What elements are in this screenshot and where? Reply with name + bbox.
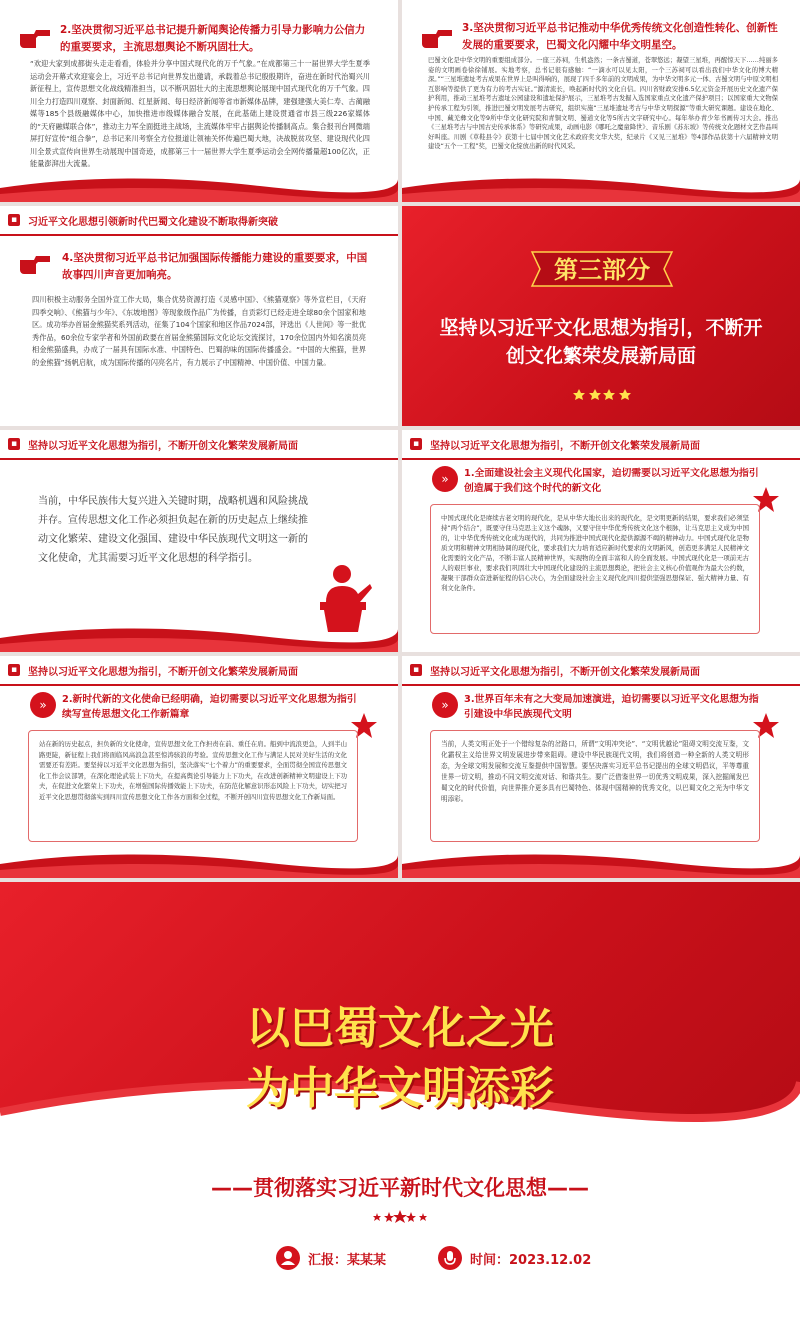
chevron-right-icon: » bbox=[432, 466, 458, 492]
point-heading bbox=[30, 692, 360, 722]
slide-header bbox=[402, 430, 800, 460]
slide-bashu-culture bbox=[402, 0, 800, 202]
slide-intro-mission bbox=[0, 430, 398, 652]
slide-title: 3.坚决贯彻习近平总书记推动中华优秀传统文化创造性转化、创新性发展的重要要求，巴蜀文化闪耀中华文明星空。 bbox=[462, 22, 778, 51]
red-wave-decoration bbox=[0, 160, 398, 202]
slide-international-communication bbox=[0, 206, 398, 426]
time-info bbox=[438, 1246, 591, 1270]
slide-new-culture bbox=[402, 430, 800, 652]
slide-new-chapter bbox=[0, 656, 398, 878]
point-title: 3.世界百年未有之大变局加速演进，迫切需要以习近平文化思想为指引建设中华民族现代文明 bbox=[464, 694, 759, 720]
section-divider-part3 bbox=[402, 206, 800, 426]
slide-body: 四川积极主动服务全国外宣工作大局，集合优势资源打造《灵感中国》、《熊猫观察》等外宣栏目，《天府四季交响》、《熊猫与少年》、《东坡地图》等现象级作品广为传播，自贡彩灯已经走进全球80余个国家和地区。成功举办首届金熊猫奖系列活动，征集了104个国家和地区作品7024部，评选出《人世间》等一批优秀作品，60余位专家学者和外国前政要在首届金熊猫国际文化论坛交流探讨，170余位国内外知名演员亮相金熊猫盛典，办成了一届具有国际水准、中国特色、巴蜀韵味的国际传播盛会。“中国的大熊猫，世界的金熊猫”扬帆启航，成为国际传播的闪亮名片，有力展示了中国精神、中国价值、中国力量。 bbox=[32, 295, 366, 367]
point-heading bbox=[432, 466, 762, 496]
content-frame bbox=[430, 504, 760, 634]
time-label: 时间：2023.12.02 bbox=[470, 1252, 592, 1268]
stars-decoration bbox=[572, 388, 632, 402]
slide-body: 当前，中华民族伟大复兴进入关键时期，战略机遇和风险挑战并存。宣传思想文化工作必须担负起在新的历史起点上继续推动文化繁荣、建设文化强国、建设中华民族现代文明这一新的文化使命，尤其需要习近平文化思想的科学指引。 bbox=[38, 496, 308, 564]
red-wave-decoration bbox=[402, 836, 800, 878]
slide-title: 2.坚决贯彻习近平总书记提升新闻舆论传播力引导力影响力公信力的重要要求，主流思想舆论不断巩固壮大。 bbox=[60, 24, 366, 53]
slide-body: 站在新的历史起点，担负新的文化使命，宣传思想文化工作担责在前、重任在肩。船到中流浪更急，人到半山路更陡，新征程上我们将面临风高浪急甚至惊涛骇浪的考验。宣传思想文化工作与满足人民对美好生活的文化需要还有差距。要坚持以习近平文化思想为指引，坚决落实“七个着力”的重要要求，全面贯彻全国宣传思想文化工作会议部署，在深化理论武装上下功夫，在提高舆论引导能力上下功夫，在改进创新精神文明建设上下功夫，在促进文化繁荣上下功夫，在增强国际传播效能上下功夫，在防范化解意识形态风险上下功夫，切实把习近平文化思想贯彻落实到四川宣传思想文化工作各方面和全过程，不断开创四川宣传思想文化工作新局面。 bbox=[39, 740, 347, 801]
section-title: 坚持以习近平文化思想为指引，不断开创文化繁荣发展新局面 bbox=[439, 317, 763, 367]
header-text: 坚持以习近平文化思想为指引，不断开创文化繁荣发展新局面 bbox=[28, 666, 298, 678]
header-square-icon: ▪ bbox=[410, 438, 422, 450]
point-title: 1.全面建设社会主义现代化国家，迫切需要以习近平文化思想为指引创造属于我们这个时代的新文化 bbox=[464, 468, 759, 494]
header-text: 坚持以习近平文化思想为指引，不断开创文化繁荣发展新局面 bbox=[430, 440, 700, 452]
content-frame bbox=[430, 730, 760, 842]
closing-slide bbox=[0, 882, 800, 1330]
header-square-icon: ▪ bbox=[8, 438, 20, 450]
closing-title-line1: 以巴蜀文化之光 bbox=[246, 1003, 554, 1054]
user-icon bbox=[276, 1246, 300, 1270]
header-text: 坚持以习近平文化思想为指引，不断开创文化繁荣发展新局面 bbox=[430, 666, 700, 678]
microphone-icon bbox=[438, 1246, 462, 1270]
chevron-right-icon: » bbox=[432, 692, 458, 718]
reporter-label: 汇报：某某某 bbox=[308, 1252, 387, 1268]
red-wave-decoration bbox=[0, 836, 398, 878]
point-heading bbox=[432, 692, 762, 722]
closing-subtitle: ——贯彻落实习近平新时代文化思想—— bbox=[211, 1176, 589, 1200]
slide-body: 当前，人类文明正处于一个错综复杂的岔路口，所谓“文明冲突论”、“文明优越论”阻碍文明交流互鉴，文化霸权主义给世界文明发展进步带来阻碍。建设中华民族现代文明，我们将创造一种全新的人类文明形态，为全球文明发展和交流互鉴提供中国智慧。要坚决落实习近平总书记提出的全球文明倡议，平等尊重世界一切文明，推动不同文明交流对话、和谐共生。要广泛借鉴世界一切优秀文明成果，深入挖掘阐发巴蜀文化的时代价值，向世界推介更多具有巴蜀特色、体现中国精神的优秀文化，以巴蜀文化之光为中华文明添彩。 bbox=[441, 740, 749, 803]
slide-header bbox=[0, 656, 398, 686]
pointing-hand-icon bbox=[18, 28, 52, 50]
part-badge: 第三部分 bbox=[554, 256, 650, 284]
pointing-hand-icon bbox=[420, 28, 454, 50]
point-title: 2.新时代新的文化使命已经明确，迫切需要以习近平文化思想为指引续写宣传思想文化工作新篇章 bbox=[62, 694, 357, 720]
slide-news-opinion bbox=[0, 0, 398, 202]
red-wave-decoration bbox=[402, 160, 800, 202]
header-square-icon: ▪ bbox=[8, 664, 20, 676]
slide-header bbox=[0, 430, 398, 460]
content-frame bbox=[28, 730, 358, 842]
slide-modern-civilization bbox=[402, 656, 800, 878]
slide-body: 中国式现代化是赓续古老文明的现代化，是从中华大地长出来的现代化，是文明更新的结果，要求我们必须坚持“两个结合”，既要守住马克思主义这个魂脉，又要守住中华优秀传统文化这个根脉，让马克思主义成为中国的，让中华优秀传统文化成为现代的，共同为推进中国式现代化提供源源不竭的精神动力。中国式现代化是物质文明和精神文明相协调的现代化，要求我们大力培育适应新时代要求的文明新风，创造更多满足人民精神文化需要的文化产品，不断丰富人民精神世界，实现物的全面丰富和人的全面发展。中国式现代化是一项前无古人的艰巨事业，要求我们巩固壮大中国现代化建设的主流思想舆论，把社会主义核心价值观作为最大公约数，凝聚干部群众奋进新征程的信心决心，为全面建设社会主义现代化四川提供坚强思想保证、强大精神力量、有利文化条件。 bbox=[441, 514, 749, 592]
header-square-icon: ▪ bbox=[8, 214, 20, 226]
chevron-right-icon: » bbox=[30, 692, 56, 718]
stars-decoration bbox=[372, 1210, 428, 1224]
slide-header bbox=[402, 656, 800, 686]
slide-body: “欢迎大家到成都街头走走看看，体验并分享中国式现代化的万千气象。”在成都第三十一届世界大学生夏季运动会开幕式欢迎宴会上，习近平总书记向世界发出邀请，承载着总书记殷殷期许，奋进在新时代治蜀兴川新征程上，宣传思想文化战线精准担当，以不断巩固壮大的主流思想舆论展现中国式现代化的万千气象。四川全力打造四川观察、封面新闻、红星新闻、每日经济新闻等省市新媒体品牌，建强建强大美仁寿、古蔺融媒等185个县级融媒体中心，加快推进市级媒体融合发展，在此基础上建设贯通省市县三级226家媒体的“天府融媒联合体”，推动主力军全面挺进主战场，主流媒体牢牢占据舆论传播制高点。集合报刊台网微端屏打好宣传“组合拳”，总书记来川考察全方位报道让领袖关怀传遍巴蜀大地，决战脱贫攻坚、建设现代化四川全景式宣传向世界生动展现中国奇迹，成都第三十一届世界大学生夏季运动会全网传播量超100亿次，正能量澎湃出大流量。 bbox=[30, 59, 370, 168]
slide-header bbox=[0, 206, 398, 236]
header-square-icon: ▪ bbox=[410, 664, 422, 676]
slide-body: 巴蜀文化是中华文明的重要组成部分。一座三苏祠，生机盎然；一条古蜀道，苍翠悠远；凝望三星堆，再醒惊天下……纯丽多姿的文明画卷徐徐铺展。实地考察，总书记很有感触：“一滴水可以见太阳，一个三苏祠可以看出我们中华文化的博大精深。”“三星堆遗址考古成果在世界上是叫得响的，展现了四千多年前的文明成果，为中华文明多元一体、古蜀文明与中原文明相互影响等提供了更为有力的考古实证。”源清流长，唤起新时代的文化自信。四川省财政安排6.5亿元资金开展历史文化遗产保护利用，推动三星堆考古遗址公园建设和遗址保护展示，三星堆考古发掘入选国家重点文化遗产保护项目；以国家重大文物保护传承工程为引领，推进巴蜀文明发展考古研究，组织实施“三星堆遗址考古与中华文明探源”等重大研究课题。建设在地化、中国、藏羌彝文化等9所中华文化研究院和青铜文明、蜀道文化等5所古文字研究中心。每年举办青少年书画传习大会。推出《三星堆考古与中国古史传承体系》等研究成果，动画电影《哪吒之魔童降世》、音乐剧《苏东坡》等传统文化题材文艺作品叫好叫座。川剧《草鞋县令》获第十七届中国文化艺术政府奖文华大奖，纪录片《又见三星堆》等4部作品获第十六届精神文明建设“五个一工程”奖，巴蜀文化绽放出新的时代风采。 bbox=[428, 57, 778, 151]
slide-title: 4.坚决贯彻习近平总书记加强国际传播能力建设的重要要求，中国故事四川声音更加响亮。 bbox=[62, 252, 368, 281]
red-wave-decoration bbox=[0, 610, 398, 652]
reporter-info bbox=[276, 1246, 386, 1270]
closing-title-line2: 为中华文明添彩 bbox=[246, 1063, 554, 1114]
header-text: 坚持以习近平文化思想为指引，不断开创文化繁荣发展新局面 bbox=[28, 440, 298, 452]
pointing-hand-icon bbox=[18, 254, 52, 276]
header-text: 习近平文化思想引领新时代巴蜀文化建设不断取得新突破 bbox=[28, 216, 278, 228]
